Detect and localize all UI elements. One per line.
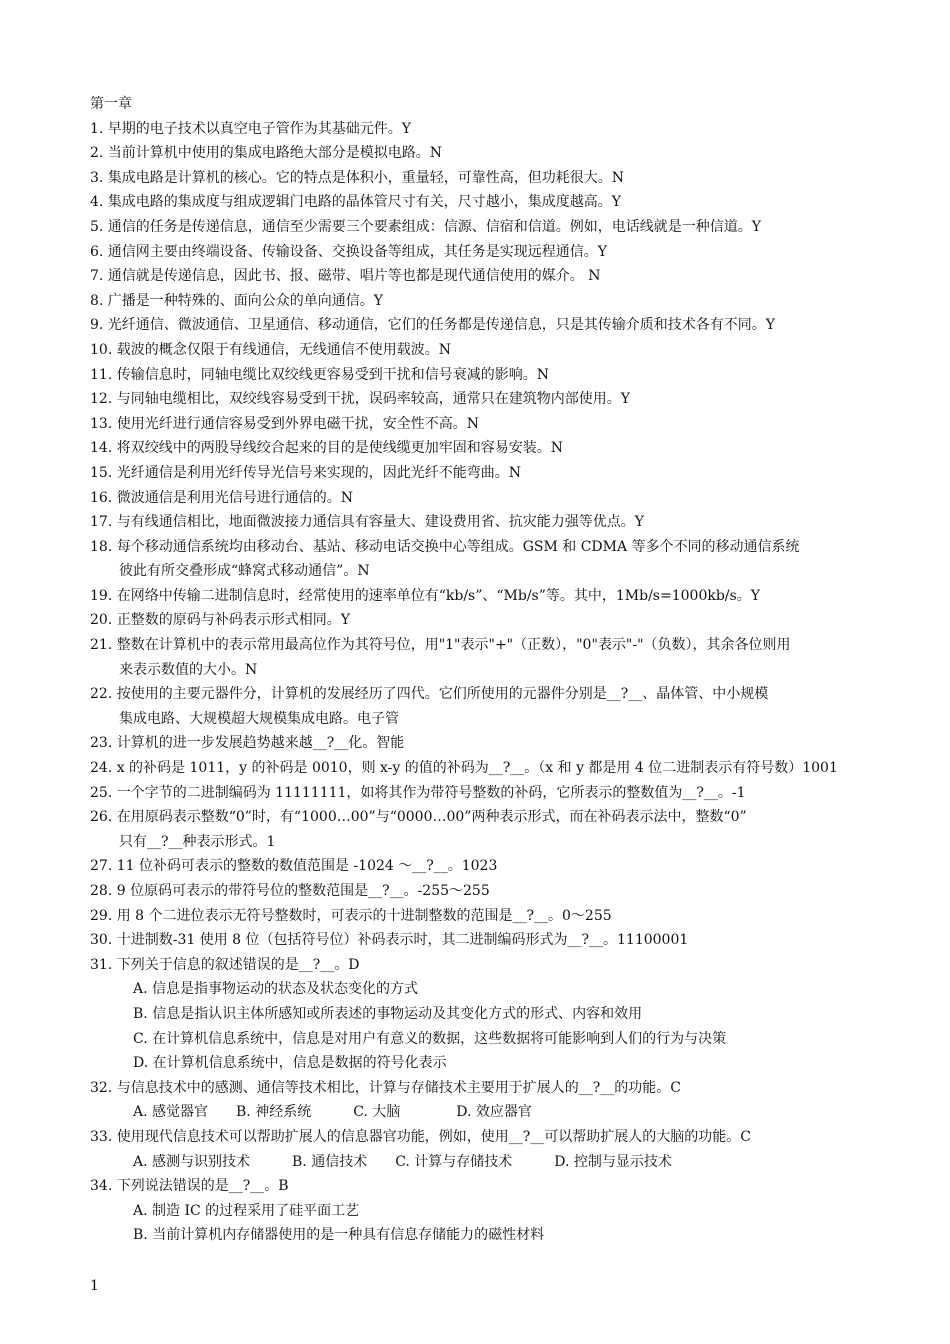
question-33: 33. 使用现代信息技术可以帮助扩展人的信息器官功能，例如，使用__?__可以帮助扩展人的大脑的功能。C	[90, 1128, 751, 1145]
question-3: 3. 集成电路是计算机的核心。它的特点是体积小，重量轻，可靠性高，但功耗很大。N	[90, 169, 625, 186]
question-14: 14. 将双绞线中的两股导线绞合起来的目的是使线缆更加牢固和容易安装。N	[90, 440, 563, 457]
question-12: 12. 与同轴电缆相比，双绞线容易受到干扰，误码率较高，通常只在建筑物内部使用。Y	[90, 391, 630, 408]
question-6: 6. 通信网主要由终端设备、传输设备、交换设备等组成，其任务是实现远程通信。Y	[90, 243, 608, 260]
question-21-cont: 来表示数值的大小。N	[119, 661, 258, 678]
page-number: 1	[90, 1278, 99, 1294]
question-26: 26. 在用原码表示整数“0”时，有“1000…00”与“0000…00”两种表示形式，而在补码表示法中，整数“0”	[90, 809, 747, 826]
question-32: 32. 与信息技术中的感测、通信等技术相比，计算与存储技术主要用于扩展人的__?__的功能。C	[90, 1079, 681, 1096]
chapter-heading: 第一章	[90, 96, 132, 112]
question-2: 2. 当前计算机中使用的集成电路绝大部分是模拟电路。N	[90, 145, 443, 162]
question-4: 4. 集成电路的集成度与组成逻辑门电路的晶体管尺寸有关，尺寸越小，集成度越高。Y	[90, 194, 622, 211]
question-32-options: A. 感觉器官 B. 神经系统 C. 大脑 D. 效应器官	[133, 1104, 532, 1121]
question-31: 31. 下列关于信息的叙述错误的是__?__。D	[90, 956, 360, 973]
question-31-option-a: A. 信息是指事物运动的状态及状态变化的方式	[133, 981, 419, 998]
question-30: 30. 十进制数-31 使用 8 位（包括符号位）补码表示时，其二进制编码形式为__?__。11100001	[90, 932, 689, 949]
question-15: 15. 光纤通信是利用光纤传导光信号来实现的，因此光纤不能弯曲。N	[90, 464, 521, 481]
question-33-options: A. 感测与识别技术 B. 通信技术 C. 计算与存储技术 D. 控制与显示技术	[133, 1153, 672, 1170]
question-20: 20. 正整数的原码与补码表示形式相同。Y	[90, 612, 350, 629]
question-22: 22. 按使用的主要元器件分，计算机的发展经历了四代。它们所使用的元器件分别是__?__、晶体管、中小规模	[90, 686, 769, 703]
question-5: 5. 通信的任务是传递信息，通信至少需要三个要素组成：信源、信宿和信道。例如，电话线就是一种信道。Y	[90, 218, 762, 235]
question-34-option-a: A. 制造 IC 的过程采用了硅平面工艺	[133, 1202, 360, 1219]
question-31-option-c: C. 在计算机信息系统中，信息是对用户有意义的数据，这些数据将可能影响到人们的行为与决策	[133, 1030, 727, 1047]
question-19: 19. 在网络中传输二进制信息时，经常使用的速率单位有“kb/s”、“Mb/s”等。其中，1Mb/s=1000kb/s。Y	[90, 587, 760, 604]
question-34-option-b: B. 当前计算机内存储器使用的是一种具有信息存储能力的磁性材料	[133, 1227, 545, 1244]
question-23: 23. 计算机的进一步发展趋势越来越__?__化。智能	[90, 735, 405, 752]
question-16: 16. 微波通信是利用光信号进行通信的。N	[90, 489, 353, 506]
question-18: 18. 每个移动通信系统均由移动台、基站、移动电话交换中心等组成。GSM 和 CDMA 等多个不同的移动通信系统	[90, 538, 800, 555]
question-27: 27. 11 位补码可表示的整数的数值范围是 -1024 ～__?__。1023	[90, 858, 498, 875]
question-24: 24. x 的补码是 1011，y 的补码是 0010，则 x-y 的值的补码为__?__。（x 和 y 都是用 4 位二进制表示有符号数）1001	[90, 760, 838, 777]
question-31-option-d: D. 在计算机信息系统中，信息是数据的符号化表示	[133, 1055, 447, 1072]
question-31-option-b: B. 信息是指认识主体所感知或所表述的事物运动及其变化方式的形式、内容和效用	[133, 1005, 643, 1022]
question-17: 17. 与有线通信相比，地面微波接力通信具有容量大、建设费用省、抗灾能力强等优点。Y	[90, 514, 644, 531]
question-22-cont: 集成电路、大规模超大规模集成电路。电子管	[119, 710, 399, 727]
question-26-cont: 只有__?__种表示形式。1	[119, 833, 276, 850]
question-34: 34. 下列说法错误的是__?__。B	[90, 1178, 289, 1195]
question-28: 28. 9 位原码可表示的带符号位的整数范围是__?__。-255～255	[90, 883, 490, 899]
question-10: 10. 载波的概念仅限于有线通信，无线通信不使用载波。N	[90, 341, 451, 358]
question-7: 7. 通信就是传递信息，因此书、报、磁带、唱片等也都是现代通信使用的媒介。 N	[90, 268, 601, 285]
question-29: 29. 用 8 个二进位表示无符号整数时，可表示的十进制整数的范围是__?__。0～255	[90, 907, 612, 924]
question-11: 11. 传输信息时，同轴电缆比双绞线更容易受到干扰和信号衰减的影响。N	[90, 366, 549, 383]
question-13: 13. 使用光纤进行通信容易受到外界电磁干扰，安全性不高。N	[90, 415, 479, 432]
question-9: 9. 光纤通信、微波通信、卫星通信、移动通信，它们的任务都是传递信息，只是其传输介质和技术各有不同。Y	[90, 317, 776, 334]
question-18-cont: 彼此有所交叠形成“蜂窝式移动通信”。N	[119, 563, 370, 580]
question-25: 25. 一个字节的二进制编码为 11111111，如将其作为带符号整数的补码，它所表示的整数值为__?__。-1	[90, 784, 746, 801]
document-body	[90, 92, 920, 1248]
question-1: 1. 早期的电子技术以真空电子管作为其基础元件。Y	[90, 120, 412, 137]
question-8: 8. 广播是一种特殊的、面向公众的单向通信。Y	[90, 292, 384, 309]
question-21: 21. 整数在计算机中的表示常用最高位作为其符号位，用"1"表示"+"（正数），"0"表示"-"（负数），其余各位则用	[90, 637, 791, 654]
